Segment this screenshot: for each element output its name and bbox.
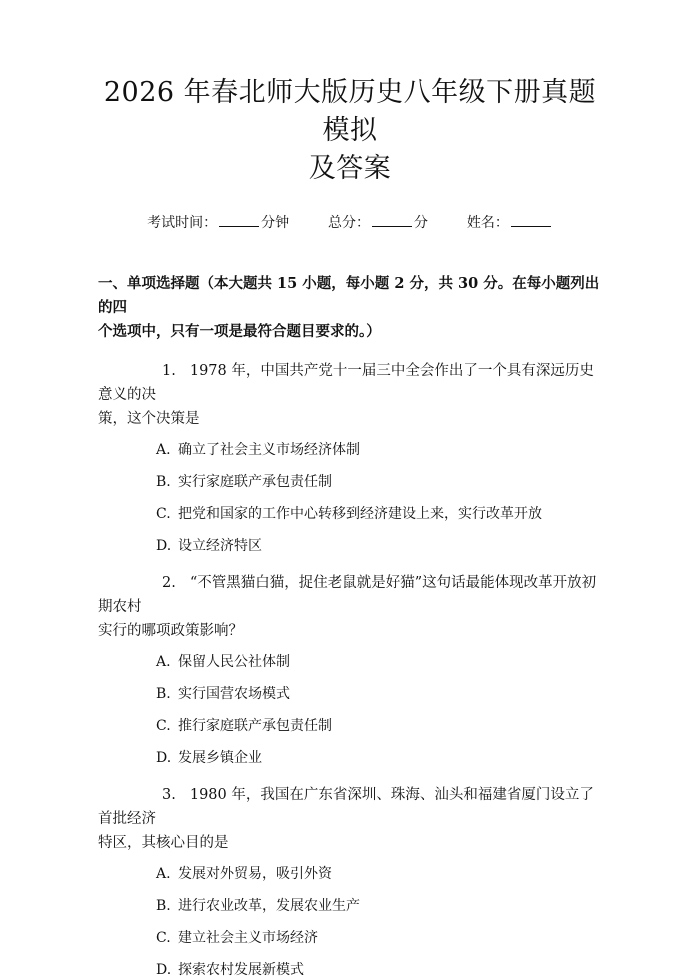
- question-text-line-1: 1980 年，我国在广东省深圳、珠海、汕头和福建省厦门设立了首批经济: [98, 787, 594, 827]
- option-letter: B.: [156, 898, 171, 914]
- name-label: 姓名：: [466, 215, 509, 231]
- option-letter: C.: [156, 718, 171, 734]
- options-list: [98, 652, 602, 768]
- option-letter: C.: [156, 930, 171, 946]
- time-label: 考试时间：: [147, 215, 218, 231]
- score-unit: 分: [414, 215, 428, 231]
- question-2: [98, 571, 602, 768]
- option-text: 发展对外贸易，吸引外资: [178, 866, 332, 882]
- option-letter: A.: [156, 654, 171, 670]
- option-text: 设立经济特区: [178, 538, 262, 554]
- page-title: [98, 74, 602, 188]
- question-text-line-2: 策，这个决策是: [98, 411, 200, 427]
- option-text: 确立了社会主义市场经济体制: [178, 442, 360, 458]
- question-text-line-1: “不管黑猫白猫，捉住老鼠就是好猫”这句话最能体现改革开放初期农村: [98, 575, 597, 615]
- score-label: 总分：: [328, 215, 370, 231]
- option-text: 推行家庭联产承包责任制: [178, 718, 332, 734]
- section-title-line-1: 一、单项选择题（本大题共 15 小题，每小题 2 分，共 30 分。在每小题列出的四: [98, 275, 600, 316]
- option-d[interactable]: [98, 536, 602, 556]
- option-a[interactable]: [98, 652, 602, 672]
- question-text-line-2: 特区，其核心目的是: [98, 835, 229, 851]
- option-text: 实行国营农场模式: [178, 686, 290, 702]
- option-text: 进行农业改革，发展农业生产: [178, 898, 360, 914]
- name-blank: [511, 214, 551, 227]
- option-c[interactable]: [98, 716, 602, 736]
- option-a[interactable]: [98, 440, 602, 460]
- question-stem: [98, 359, 602, 407]
- option-a[interactable]: [98, 864, 602, 884]
- option-text: 实行家庭联产承包责任制: [178, 474, 332, 490]
- title-line-1: 2026 年春北师大版历史八年级下册真题模拟: [103, 77, 597, 146]
- option-b[interactable]: [98, 684, 602, 704]
- options-list: [98, 440, 602, 556]
- question-number: 3.: [162, 787, 176, 803]
- option-d[interactable]: [98, 960, 602, 980]
- option-b[interactable]: [98, 472, 602, 492]
- option-text: 建立社会主义市场经济: [178, 930, 318, 946]
- score-blank: [372, 214, 412, 227]
- question-stem: [98, 571, 602, 619]
- question-text-line-2: 实行的哪项政策影响？: [98, 623, 243, 639]
- options-list: [98, 864, 602, 980]
- title-line-2: 及答案: [308, 153, 392, 184]
- question-1: [98, 359, 602, 556]
- question-number: 1.: [162, 363, 176, 379]
- option-letter: C.: [156, 506, 171, 522]
- option-letter: D.: [156, 538, 172, 554]
- question-stem: [98, 783, 602, 831]
- option-letter: D.: [156, 750, 172, 766]
- option-letter: B.: [156, 474, 171, 490]
- option-letter: D.: [156, 962, 172, 978]
- question-text-line-1: 1978 年，中国共产党十一届三中全会作出了一个具有深远历史意义的决: [98, 363, 594, 403]
- question-number: 2.: [162, 575, 176, 591]
- time-blank: [219, 214, 259, 227]
- option-text: 探索农村发展新模式: [178, 962, 304, 978]
- exam-meta: [98, 214, 602, 232]
- option-c[interactable]: [98, 928, 602, 948]
- option-b[interactable]: [98, 896, 602, 916]
- option-d[interactable]: [98, 748, 602, 768]
- option-text: 保留人民公社体制: [178, 654, 290, 670]
- section-title-line-2: 个选项中，只有一项是最符合题目要求的。）: [98, 323, 381, 340]
- question-3: [98, 783, 602, 980]
- option-text: 把党和国家的工作中心转移到经济建设上来，实行改革开放: [178, 506, 542, 522]
- section-title: [98, 272, 602, 344]
- option-text: 发展乡镇企业: [178, 750, 262, 766]
- option-c[interactable]: [98, 504, 602, 524]
- option-letter: B.: [156, 686, 171, 702]
- option-letter: A.: [156, 866, 171, 882]
- option-letter: A.: [156, 442, 171, 458]
- time-unit: 分钟: [261, 215, 290, 231]
